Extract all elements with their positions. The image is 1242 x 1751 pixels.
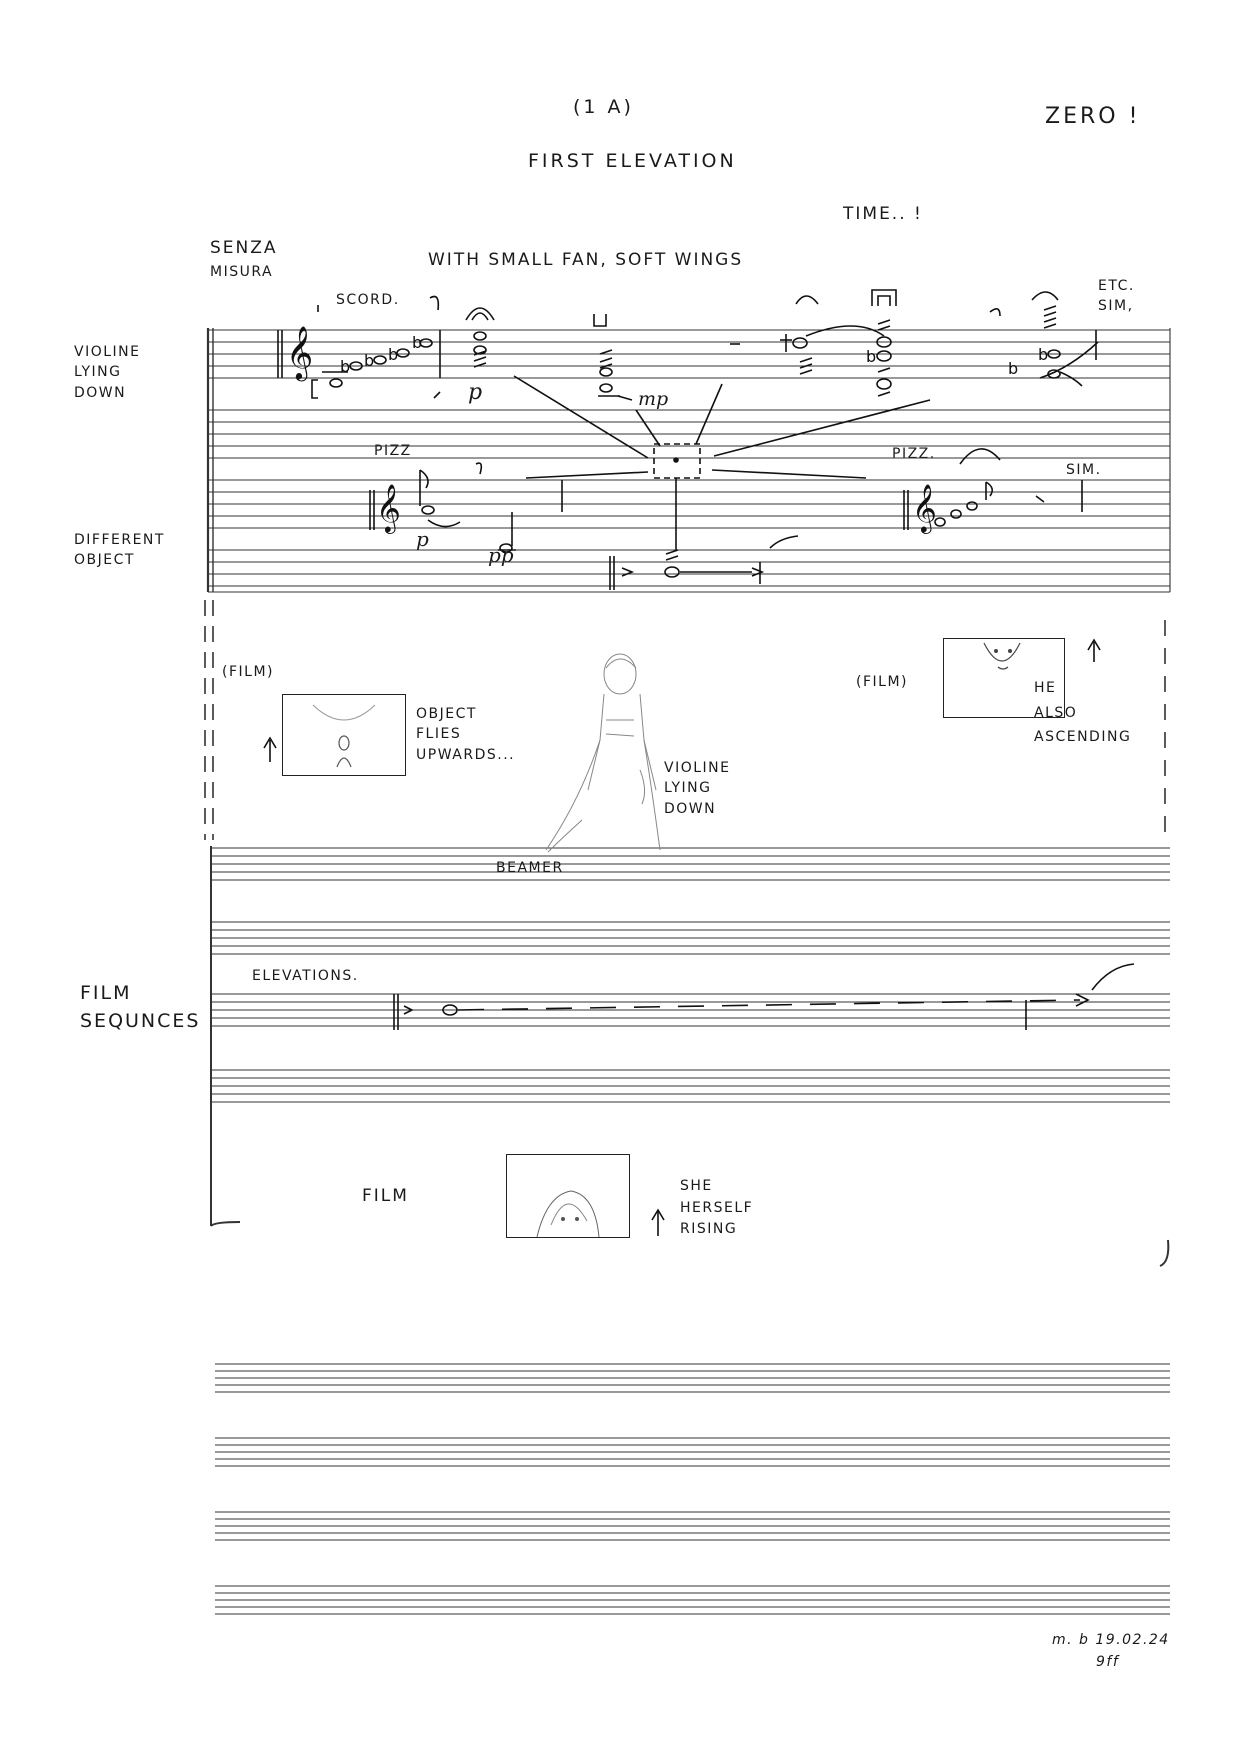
svg-text:b: b (340, 357, 351, 376)
film-frame-she (506, 1154, 630, 1238)
she-rising-note: SHE HERSELF RISING (680, 1178, 754, 1238)
svg-text:𝄞: 𝄞 (376, 483, 401, 532)
tempo-misura: MISURA (210, 264, 274, 280)
svg-text:𝄞: 𝄞 (286, 325, 314, 379)
sim-marking: SIM. (1066, 462, 1102, 478)
pizz-marking-2: PIZZ. (892, 446, 936, 462)
elevations-note: ELEVATIONS. (252, 968, 359, 984)
svg-text:𝄞: 𝄞 (912, 483, 937, 532)
dynamic-mp: mp (638, 388, 669, 410)
pizz-marking-1: PIZZ (374, 443, 412, 459)
film-bottom-label: FILM (362, 1186, 409, 1206)
blank-staves (215, 1364, 1170, 1614)
svg-text:b: b (364, 351, 375, 370)
scord-marking: SCORD. (336, 292, 400, 308)
performance-instruction: WITH SMALL FAN, SOFT WINGS (428, 250, 744, 270)
tempo-senza: SENZA (210, 238, 278, 258)
svg-text:b: b (1038, 345, 1049, 364)
he-ascending-note: HE ALSO ASCENDING (1034, 680, 1132, 745)
signature-initials: 9ff (1096, 1654, 1120, 1670)
film-label-right: (FILM) (856, 674, 908, 690)
svg-text:b: b (388, 345, 399, 364)
violine-lying-note: VIOLINE LYING DOWN (664, 760, 731, 817)
staff-violine (208, 330, 1170, 378)
instrument-label-film: FILM SEQUNCES (80, 982, 201, 1032)
svg-text:b: b (1008, 359, 1019, 378)
svg-text:b: b (866, 347, 877, 366)
dynamic-p-1: p (468, 380, 483, 405)
instrument-label-object: DIFFERENT OBJECT (74, 532, 165, 569)
signature-date: m. b 19.02.24 (1052, 1632, 1170, 1648)
page-number: (1 A) (573, 96, 634, 118)
woman-sketch-icon (507, 1155, 629, 1237)
time-annotation: TIME.. ! (843, 204, 923, 224)
film-frame-object (282, 694, 406, 776)
beamer-note: BEAMER (496, 860, 564, 876)
figure-sketch (546, 654, 660, 852)
object-flies-note: OBJECT FLIES UPWARDS... (416, 706, 516, 763)
page-title: FIRST ELEVATION (528, 150, 737, 172)
object-sketch-icon (283, 695, 405, 775)
zero-annotation: ZERO ! (1045, 104, 1141, 129)
svg-text:b: b (412, 333, 423, 352)
dynamic-pp: pp (488, 543, 514, 567)
dynamic-p-2: p (416, 527, 429, 551)
etc-sim-marking: ETC. SIM, (1098, 278, 1135, 315)
instrument-label-violine: VIOLINE LYING DOWN (74, 344, 141, 401)
film-label-left: (FILM) (222, 664, 274, 680)
